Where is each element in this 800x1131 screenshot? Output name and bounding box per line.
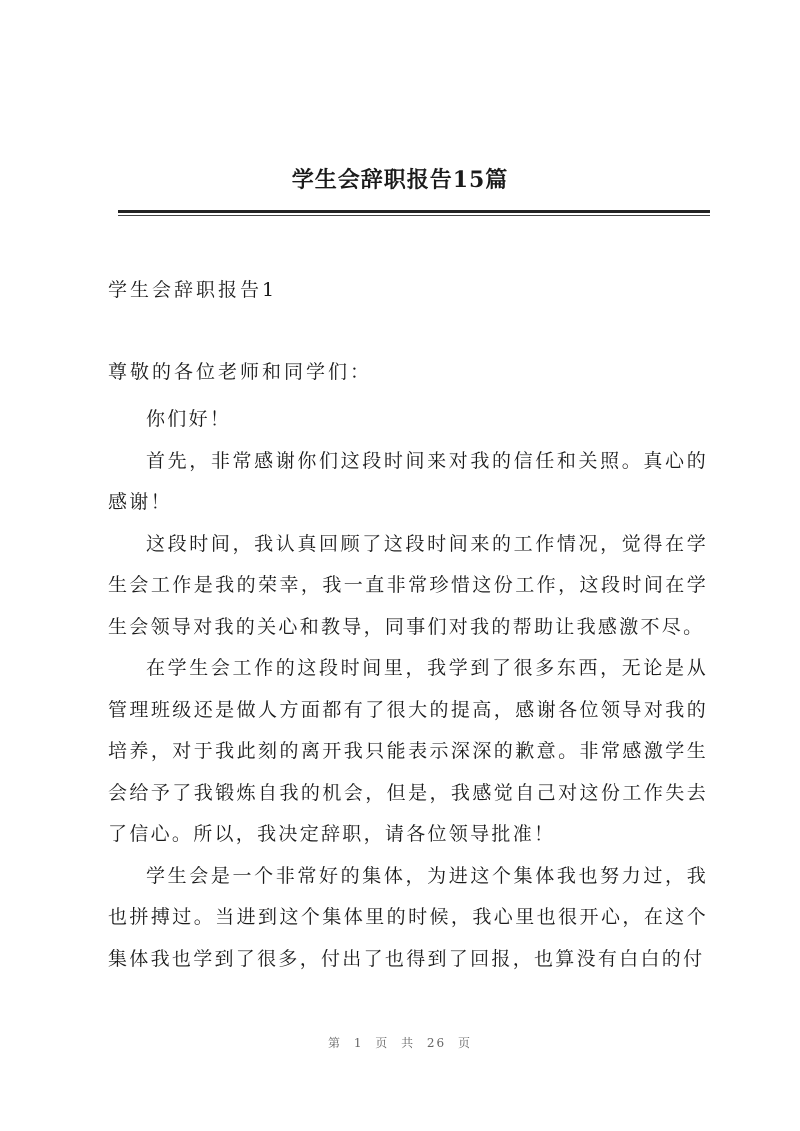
page-number-footer: 第 1 页 共 26 页 (328, 1036, 472, 1050)
paragraph-greeting: 你们好！ (146, 408, 232, 430)
paragraph-collective: 学生会是一个非常好的集体，为进这个集体我也努力过，我也拼搏过。当进到这个集体里的时候，我心里也很开心，在这个集体我也学到了很多，付出了也得到了回报，也算没有白白的付 (108, 864, 708, 970)
paragraph-review: 这段时间，我认真回顾了这段时间来的工作情况，觉得在学生会工作是我的荣幸，我一直非常珍惜这份工作，这段时间在学生会领导对我的关心和教导，同事们对我的帮助让我感激不尽。 (108, 532, 708, 638)
paragraph-thanks: 首先，非常感谢你们这段时间来对我的信任和关照。真心的感谢！ (108, 449, 708, 513)
section-heading: 学生会辞职报告1 (108, 279, 278, 301)
title-divider-thick (118, 210, 710, 213)
salutation: 尊敬的各位老师和同学们： (108, 361, 373, 383)
title-divider-thin (118, 215, 710, 216)
paragraph-learning: 在学生会工作的这段时间里，我学到了很多东西，无论是从管理班级还是做人方面都有了很大的提高，感谢各位领导对我的培养，对于我此刻的离开我只能表示深深的歉意。非常感激学生会给予了我锻炼自我的机会，但是，我感觉自己对这份工作失去了信心。所以，我决定辞职，请各位领导批准！ (108, 657, 708, 845)
letter-body (108, 399, 708, 980)
document-title: 学生会辞职报告15篇 (291, 167, 509, 193)
